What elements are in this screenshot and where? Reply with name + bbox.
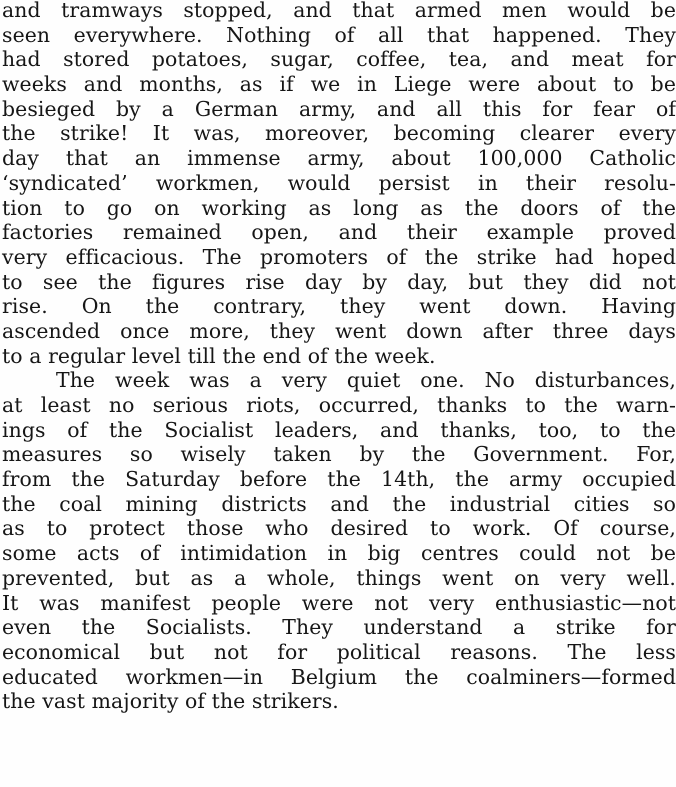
article-text [2, 0, 676, 714]
text-line: rise. On the contrary, they went down. Having [2, 294, 676, 319]
text-line: very efficacious. The promoters of the strike had hoped [2, 244, 676, 269]
text-line: tion to go on working as long as the doors of the [2, 195, 676, 220]
paragraph-1 [2, 0, 676, 368]
text-line: prevented, but as a whole, things went on very well. [2, 565, 676, 590]
text-line: day that an immense army, about 100,000 Catholic [2, 146, 676, 171]
text-line: economical but not for political reasons. The less [2, 639, 676, 664]
text-line: It was manifest people were not very enthusiastic—not [2, 590, 676, 615]
text-line: ings of the Socialist leaders, and thanks, too, to the [2, 417, 676, 442]
text-line: to see the figures rise day by day, but they did not [2, 269, 676, 294]
text-line: seen everywhere. Nothing of all that happened. They [2, 22, 676, 47]
text-line: besieged by a German army, and all this for fear of [2, 96, 676, 121]
text-line: the coal mining districts and the industrial cities so [2, 491, 676, 516]
text-line: measures so wisely taken by the Government. For, [2, 442, 676, 467]
text-line: at least no serious riots, occurred, thanks to the warn- [2, 393, 676, 417]
paragraph-2 [2, 368, 676, 714]
text-line: some acts of intimidation in big centres could not be [2, 541, 676, 566]
text-line: the strike! It was, moreover, becoming clearer every [2, 121, 676, 146]
text-line: and tramways stopped, and that armed men would be [2, 0, 676, 22]
text-line: had stored potatoes, sugar, coffee, tea, and meat for [2, 47, 676, 72]
text-line: The week was a very quiet one. No disturbances, [56, 368, 676, 393]
text-line: ‘syndicated’ workmen, would persist in their resolu- [2, 170, 676, 195]
text-line: to a regular level till the end of the week. [2, 343, 436, 368]
text-line: from the Saturday before the 14th, the army occupied [2, 467, 676, 492]
text-line: educated workmen—in Belgium the coalminers—formed [2, 664, 676, 689]
text-line: as to protect those who desired to work. Of course, [2, 516, 676, 541]
text-line: weeks and months, as if we in Liege were about to be [2, 72, 676, 97]
text-line: the vast majority of the strikers. [2, 689, 339, 714]
text-line: even the Socialists. They understand a strike for [2, 615, 676, 640]
text-line: factories remained open, and their example proved [2, 220, 676, 245]
text-line: ascended once more, they went down after three days [2, 318, 676, 343]
